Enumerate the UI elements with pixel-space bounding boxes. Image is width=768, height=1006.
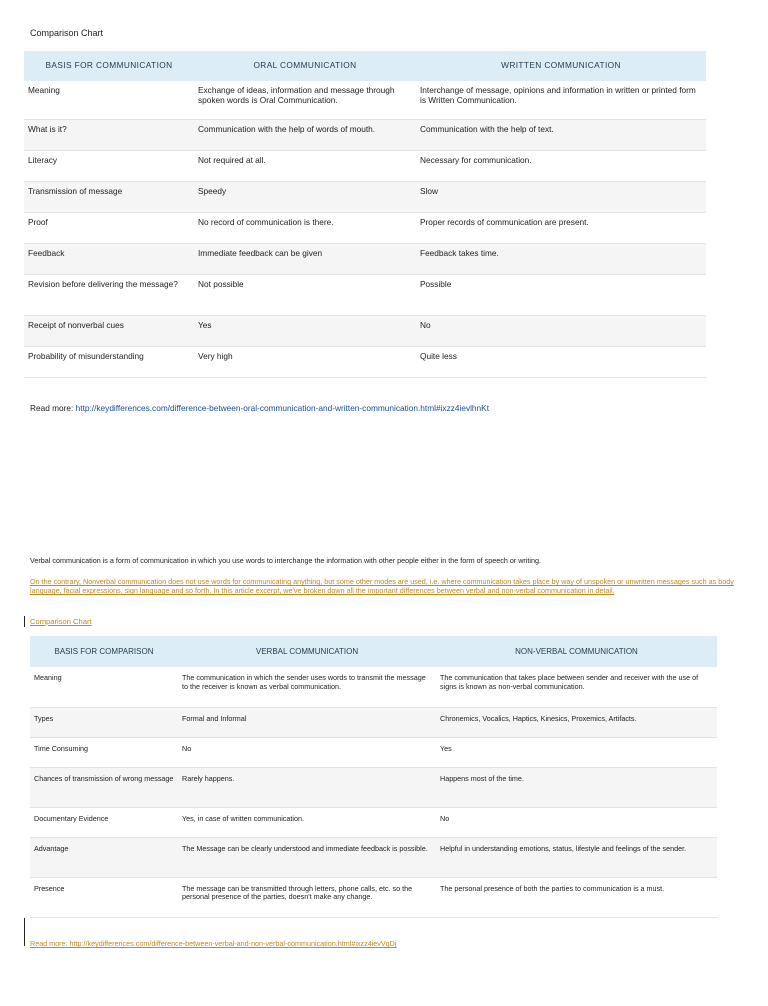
table-row bbox=[30, 837, 717, 877]
row-basis: Receipt of nonverbal cues bbox=[24, 315, 194, 346]
table-row bbox=[30, 877, 717, 917]
row-nonverbal: Happens most of the time. bbox=[436, 767, 717, 807]
row-oral: Very high bbox=[194, 346, 416, 377]
table-row bbox=[30, 707, 717, 737]
row-oral: Not possible bbox=[194, 274, 416, 315]
row-written: Interchange of message, opinions and information in written or printed form is Written Communication. bbox=[416, 81, 706, 119]
row-basis: Probability of misunderstanding bbox=[24, 346, 194, 377]
row-basis: Meaning bbox=[24, 81, 194, 119]
header-verbal: VERBAL COMMUNICATION bbox=[178, 636, 436, 667]
table-row bbox=[24, 119, 706, 150]
text-cursor-bar bbox=[24, 616, 25, 627]
table-header-row bbox=[30, 636, 717, 667]
table-row bbox=[24, 274, 706, 315]
row-nonverbal: Chronemics, Vocalics, Haptics, Kinesics, Proxemics, Artifacts. bbox=[436, 707, 717, 737]
row-verbal: The Message can be clearly understood and immediate feedback is possible. bbox=[178, 837, 436, 877]
read-more-label: Read more: bbox=[30, 403, 76, 413]
row-basis: Proof bbox=[24, 212, 194, 243]
oral-written-comparison-table bbox=[24, 51, 706, 378]
row-verbal: Formal and Informal bbox=[178, 707, 436, 737]
row-basis: What is it? bbox=[24, 119, 194, 150]
row-basis: Time Consuming bbox=[30, 737, 178, 767]
read-more-oral-written bbox=[30, 403, 489, 413]
row-basis: Literacy bbox=[24, 150, 194, 181]
row-basis: Advantage bbox=[30, 837, 178, 877]
row-nonverbal: Helpful in understanding emotions, status, lifestyle and feelings of the sender. bbox=[436, 837, 717, 877]
row-nonverbal: Yes bbox=[436, 737, 717, 767]
row-verbal: The communication in which the sender uses words to transmit the message to the receiver is known as verbal communication. bbox=[178, 667, 436, 707]
row-basis: Documentary Evidence bbox=[30, 807, 178, 837]
row-written: Necessary for communication. bbox=[416, 150, 706, 181]
read-more-verbal-nonverbal-link[interactable]: Read more: http://keydifferences.com/difference-between-verbal-and-non-verbal-communication.html#ixzz4ievVqDj bbox=[30, 939, 397, 948]
row-basis: Types bbox=[30, 707, 178, 737]
row-basis: Transmission of message bbox=[24, 181, 194, 212]
row-written: Slow bbox=[416, 181, 706, 212]
header-oral: ORAL COMMUNICATION bbox=[194, 51, 416, 81]
row-basis: Presence bbox=[30, 877, 178, 917]
row-oral: Not required at all. bbox=[194, 150, 416, 181]
row-oral: Speedy bbox=[194, 181, 416, 212]
nonverbal-paragraph-link[interactable]: On the contrary, Nonverbal communication does not use words for communicating anything, but some other modes are used, i.e. where communication takes place by way of unspoken or unwritten messages such as body language, facial expressions, sign language and so forth. In this article excerpt, we've broken down all the important differences between verbal and non-verbal communication in detail. bbox=[30, 577, 734, 595]
row-oral: Immediate feedback can be given bbox=[194, 243, 416, 274]
row-verbal: The message can be transmitted through letters, phone calls, etc. so the personal presence of the parties, doesn't make any change. bbox=[178, 877, 436, 917]
row-written: Communication with the help of text. bbox=[416, 119, 706, 150]
table-row bbox=[24, 181, 706, 212]
text-cursor-bar bbox=[24, 918, 25, 946]
table-row bbox=[24, 81, 706, 119]
verbal-nonverbal-comparison-table bbox=[30, 636, 717, 918]
table-row bbox=[30, 737, 717, 767]
row-oral: Exchange of ideas, information and message through spoken words is Oral Communication. bbox=[194, 81, 416, 119]
row-written: Possible bbox=[416, 274, 706, 315]
row-verbal: Yes, in case of written communication. bbox=[178, 807, 436, 837]
read-more-link[interactable]: http://keydifferences.com/difference-between-oral-communication-and-written-communication.html#ixzz4ievlhnKt bbox=[75, 403, 489, 413]
header-basis: BASIS FOR COMMUNICATION bbox=[24, 51, 194, 81]
chart1-title: Comparison Chart bbox=[30, 28, 104, 38]
table-row bbox=[30, 767, 717, 807]
row-verbal: Rarely happens. bbox=[178, 767, 436, 807]
row-verbal: No bbox=[178, 737, 436, 767]
header-nonverbal: NON-VERBAL COMMUNICATION bbox=[436, 636, 717, 667]
row-written: No bbox=[416, 315, 706, 346]
row-oral: Yes bbox=[194, 315, 416, 346]
verbal-intro-text: Verbal communication is a form of communication in which you use words to interchange the information with other people either in the form of speech or writing. bbox=[30, 556, 541, 565]
row-basis: Meaning bbox=[30, 667, 178, 707]
table-header-row bbox=[24, 51, 706, 81]
row-written: Quite less bbox=[416, 346, 706, 377]
table-row bbox=[24, 243, 706, 274]
row-written: Feedback takes time. bbox=[416, 243, 706, 274]
table-row bbox=[24, 212, 706, 243]
table-row bbox=[30, 667, 717, 707]
header-written: WRITTEN COMMUNICATION bbox=[416, 51, 706, 81]
row-written: Proper records of communication are present. bbox=[416, 212, 706, 243]
row-oral: No record of communication is there. bbox=[194, 212, 416, 243]
table-row bbox=[24, 346, 706, 377]
table-row bbox=[30, 807, 717, 837]
row-basis: Feedback bbox=[24, 243, 194, 274]
table-row bbox=[24, 315, 706, 346]
row-basis: Revision before delivering the message? bbox=[24, 274, 194, 315]
row-nonverbal: No bbox=[436, 807, 717, 837]
row-nonverbal: The personal presence of both the parties to communication is a must. bbox=[436, 877, 717, 917]
header-basis: BASIS FOR COMPARISON bbox=[30, 636, 178, 667]
chart2-title-link[interactable]: Comparison Chart bbox=[30, 617, 92, 626]
row-nonverbal: The communication that takes place between sender and receiver with the use of signs is known as non-verbal communication. bbox=[436, 667, 717, 707]
row-oral: Communication with the help of words of mouth. bbox=[194, 119, 416, 150]
table-row bbox=[24, 150, 706, 181]
row-basis: Chances of transmission of wrong message bbox=[30, 767, 178, 807]
